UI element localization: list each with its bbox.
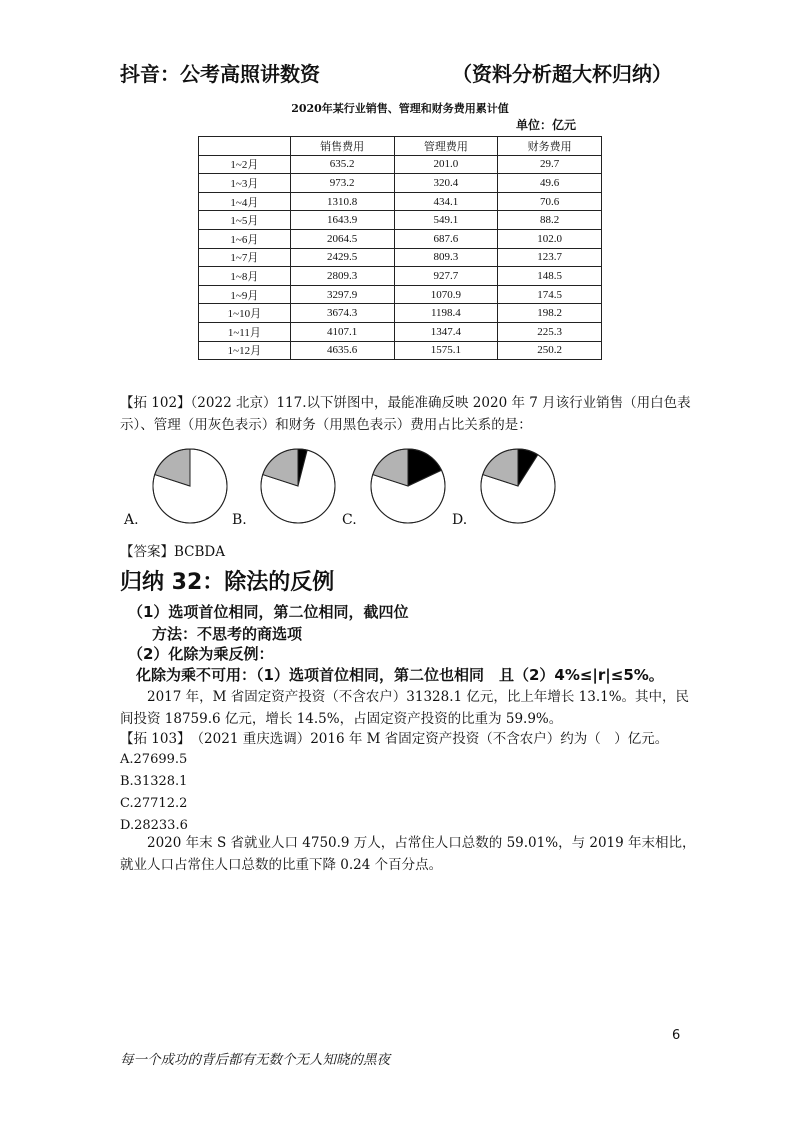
row-period: 1~10月 [199,304,291,323]
table-cell: 927.7 [394,267,498,286]
row-period: 1~5月 [199,211,291,230]
pie-option-label: C. [342,512,357,528]
table-cell: 225.3 [498,322,602,341]
rule-2-condition: 化除为乘不可用：（1）选项首位相同，第二位也相同 且（2）4%≤|r|≤5%。 [136,666,664,684]
table-cell: 102.0 [498,229,602,248]
material-paragraph-2: 2020 年末 S 省就业人口 4750.9 万人，占常住人口总数的 59.01%，与 2019 年末相比，就业人口占常住人口总数的比重下降 0.24 个百分点。 [120,835,696,873]
table-cell: 148.5 [498,267,602,286]
expense-table [198,136,602,360]
table-cell: 88.2 [498,211,602,230]
table-cell: 434.1 [394,192,498,211]
pie-option [120,440,230,536]
table-cell: 49.6 [498,174,602,193]
table-row [199,192,602,211]
pie-option [338,440,448,536]
table-cell: 1070.9 [394,285,498,304]
row-period: 1~4月 [199,192,291,211]
table-cell: 1575.1 [394,341,498,360]
table-row [199,341,602,360]
material-paragraph-1: 2017 年，M 省固定资产投资（不含农户）31328.1 亿元，比上年增长 13.1%。其中，民间投资 18759.6 亿元，增长 14.5%，占固定资产投资的比重为 59.9%。 [120,689,690,727]
row-period: 1~3月 [199,174,291,193]
footer-motto: 每一个成功的背后都有无数个无人知晓的黑夜 [120,1052,390,1068]
table-cell: 3297.9 [290,285,394,304]
table-cell: 201.0 [394,155,498,174]
rule-1: （1）选项首位相同，第二位相同，截四位 [128,603,409,621]
table-cell: 3674.3 [290,304,394,323]
table-row [199,267,602,286]
option-a: A.27699.5 [120,752,188,767]
row-period: 1~12月 [199,341,291,360]
table-header-row [199,137,602,156]
table-cell: 198.2 [498,304,602,323]
table-header-cell: 财务费用 [498,137,602,156]
page-number: 6 [672,1028,681,1043]
table-title: 2020年某行业销售、管理和财务费用累计值 [291,102,509,115]
question-102: 【拓 102】（2022 北京）117.以下饼图中，最能准确反映 2020 年 7 月该行业销售（用白色表示）、管理（用灰色表示）和财务（用黑色表示）费用占比关系的是： [120,395,691,433]
table-cell: 123.7 [498,248,602,267]
table-row [199,211,602,230]
row-period: 1~11月 [199,322,291,341]
table-row [199,248,602,267]
pie-option-label: B. [232,512,247,528]
table-cell: 29.7 [498,155,602,174]
table-cell: 687.6 [394,229,498,248]
pie-option-label: D. [452,512,468,528]
table-cell: 2429.5 [290,248,394,267]
table-cell: 4635.6 [290,341,394,360]
table-cell: 1310.8 [290,192,394,211]
pie-options [120,440,540,540]
table-row [199,229,602,248]
table-cell: 2809.3 [290,267,394,286]
header-series-title: （资料分析超大杯归纳） [452,62,672,86]
table-unit: 单位：亿元 [516,118,577,132]
row-period: 1~7月 [199,248,291,267]
table-cell: 635.2 [290,155,394,174]
table-header-cell: 销售费用 [290,137,394,156]
row-period: 1~2月 [199,155,291,174]
answer-line: 【答案】BCBDA [120,544,225,560]
table-row [199,304,602,323]
row-period: 1~8月 [199,267,291,286]
header-author: 抖音：公考高照讲数资 [120,62,320,86]
table-cell: 2064.5 [290,229,394,248]
table-row [199,155,602,174]
section-title: 归纳 32：除法的反例 [120,570,335,595]
rule-1-method: 方法：不思考的商选项 [152,625,303,643]
option-c: C.27712.2 [120,796,188,811]
row-period: 1~6月 [199,229,291,248]
pie-option [448,440,558,536]
table-cell: 4107.1 [290,322,394,341]
pie-option-label: A. [124,512,139,528]
row-period: 1~9月 [199,285,291,304]
table-cell: 174.5 [498,285,602,304]
table-cell: 70.6 [498,192,602,211]
pie-option [228,440,338,536]
rule-2: （2）化除为乘反例： [128,645,274,663]
question-103: 【拓 103】 （2021 重庆选调）2016 年 M 省固定资产投资（不含农户）约为（ ）亿元。 [120,731,669,747]
table-cell: 973.2 [290,174,394,193]
option-d: D.28233.6 [120,818,188,833]
table-cell: 809.3 [394,248,498,267]
table-cell: 250.2 [498,341,602,360]
option-b: B.31328.1 [120,774,188,789]
table-row [199,285,602,304]
table-row [199,322,602,341]
table-cell: 1347.4 [394,322,498,341]
table-row [199,174,602,193]
table-header-cell [199,137,291,156]
table-header-cell: 管理费用 [394,137,498,156]
table-cell: 549.1 [394,211,498,230]
table-cell: 1643.9 [290,211,394,230]
table-cell: 320.4 [394,174,498,193]
table-cell: 1198.4 [394,304,498,323]
